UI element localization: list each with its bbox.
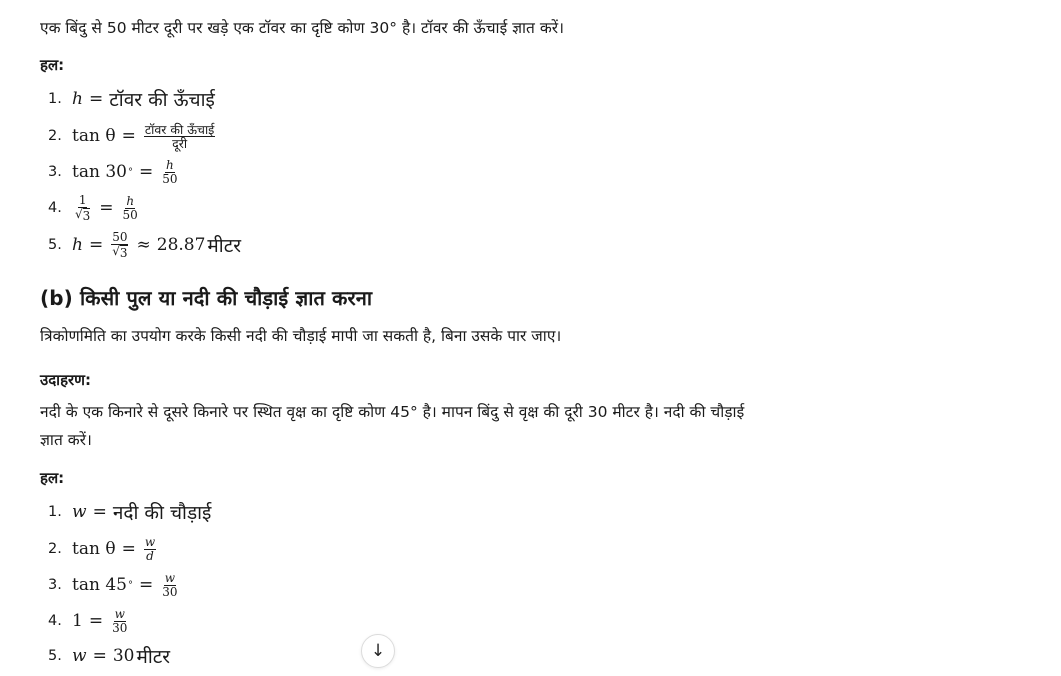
equals-sign: =: [121, 126, 136, 146]
list-item: [48, 82, 215, 116]
fraction: [144, 536, 156, 563]
result-unit: मीटर: [207, 235, 242, 257]
math-var: h: [72, 89, 83, 109]
fraction-denominator: 30: [162, 584, 178, 599]
sqrt-denominator: [74, 208, 91, 222]
result-value: 30: [112, 646, 135, 666]
result-unit: मीटर: [136, 646, 171, 668]
fraction-numerator: टॉवर की ऊँचाई: [144, 121, 215, 137]
equals-sign: =: [88, 235, 104, 255]
step-number: 3.: [48, 577, 62, 593]
equals-sign: =: [92, 646, 107, 666]
radical-sign: √: [75, 207, 83, 221]
math-fn: tan 45: [72, 575, 127, 595]
fraction-numerator: w: [144, 534, 156, 549]
step-number: 2.: [48, 541, 62, 557]
scroll-down-button[interactable]: [361, 634, 395, 668]
equals-sign: =: [92, 502, 107, 522]
fraction: [144, 123, 216, 150]
fraction-denominator: d: [146, 548, 154, 563]
degree-sign: °: [127, 166, 133, 178]
fraction-numerator: 50: [112, 230, 128, 244]
equals-sign: =: [99, 198, 114, 218]
math-var: h: [72, 235, 83, 255]
example-text: नदी के एक किनारे से दूसरे किनारे पर स्थित वृक्ष का दृष्टि कोण 45° है। मापन बिंदु से वृक्ष की दूरी 30 मीटर है। नदी की चौड़ाई ज्ञात करें।: [40, 403, 745, 449]
step-number: 4.: [48, 613, 62, 629]
math-fn: tan θ: [72, 539, 116, 559]
fraction: [111, 608, 128, 635]
fraction-denominator: 30: [112, 620, 128, 635]
radical-sign: √: [112, 244, 120, 258]
list-item: [48, 568, 180, 602]
section-heading: (b) किसी पुल या नदी की चौड़ाई ज्ञात करना: [40, 286, 373, 310]
equals-sign: =: [138, 575, 154, 595]
sqrt-denominator: [111, 245, 128, 259]
fraction: [122, 195, 139, 222]
fraction: [161, 572, 178, 599]
degree-sign: °: [127, 579, 133, 591]
solution-label: हल:: [40, 56, 65, 74]
fraction-numerator: w: [164, 570, 175, 585]
step-number: 5.: [48, 237, 62, 253]
step-number: 3.: [48, 164, 62, 180]
math-lhs: 1: [72, 611, 83, 631]
list-item: [48, 639, 170, 673]
list-item: [48, 191, 141, 225]
problem-question: एक बिंदु से 50 मीटर दूरी पर खड़े एक टॉवर का दृष्टि कोण 30° है। टॉवर की ऊँचाई ज्ञात करें।: [40, 19, 564, 37]
list-item: [48, 155, 180, 189]
equals-sign: =: [121, 539, 136, 559]
math-fn: tan θ: [72, 126, 116, 146]
arrow-down-icon: ↓: [370, 641, 386, 661]
list-item: [48, 604, 130, 638]
step-number: 2.: [48, 128, 62, 144]
fraction-denominator: दूरी: [172, 135, 188, 151]
example-label: उदाहरण:: [40, 371, 92, 389]
math-fn: tan 30: [72, 162, 127, 182]
math-var: w: [72, 646, 87, 666]
fraction: [111, 231, 128, 259]
section-intro: त्रिकोणमिति का उपयोग करके किसी नदी की चौड़ाई मापी जा सकती है, बिना उसके पार जाए।: [40, 327, 562, 345]
equals-sign: =: [138, 162, 154, 182]
list-item: [48, 532, 158, 566]
fraction-numerator: w: [114, 606, 125, 621]
fraction-numerator: 1: [78, 193, 87, 207]
list-item: [48, 228, 241, 262]
fraction-denominator: 50: [122, 207, 138, 222]
step-text: नदी की चौड़ाई: [112, 502, 212, 524]
fraction: [74, 194, 91, 222]
math-var: w: [72, 502, 87, 522]
step-number: 5.: [48, 648, 62, 664]
fraction: [161, 159, 178, 186]
radicand: 3: [82, 209, 91, 223]
step-number: 1.: [48, 91, 62, 107]
result-value: 28.87: [156, 235, 206, 255]
radicand: 3: [119, 246, 128, 260]
fraction-denominator: 50: [162, 171, 178, 186]
fraction-numerator: h: [126, 193, 135, 208]
list-item: [48, 119, 217, 153]
step-number: 4.: [48, 200, 62, 216]
equals-sign: =: [88, 89, 104, 109]
equals-sign: =: [88, 611, 104, 631]
list-item: [48, 495, 211, 529]
solution-label: हल:: [40, 469, 65, 487]
approx-sign: ≈: [136, 235, 151, 255]
step-number: 1.: [48, 504, 62, 520]
fraction-numerator: h: [165, 157, 174, 172]
step-text: टॉवर की ऊँचाई: [109, 89, 215, 111]
